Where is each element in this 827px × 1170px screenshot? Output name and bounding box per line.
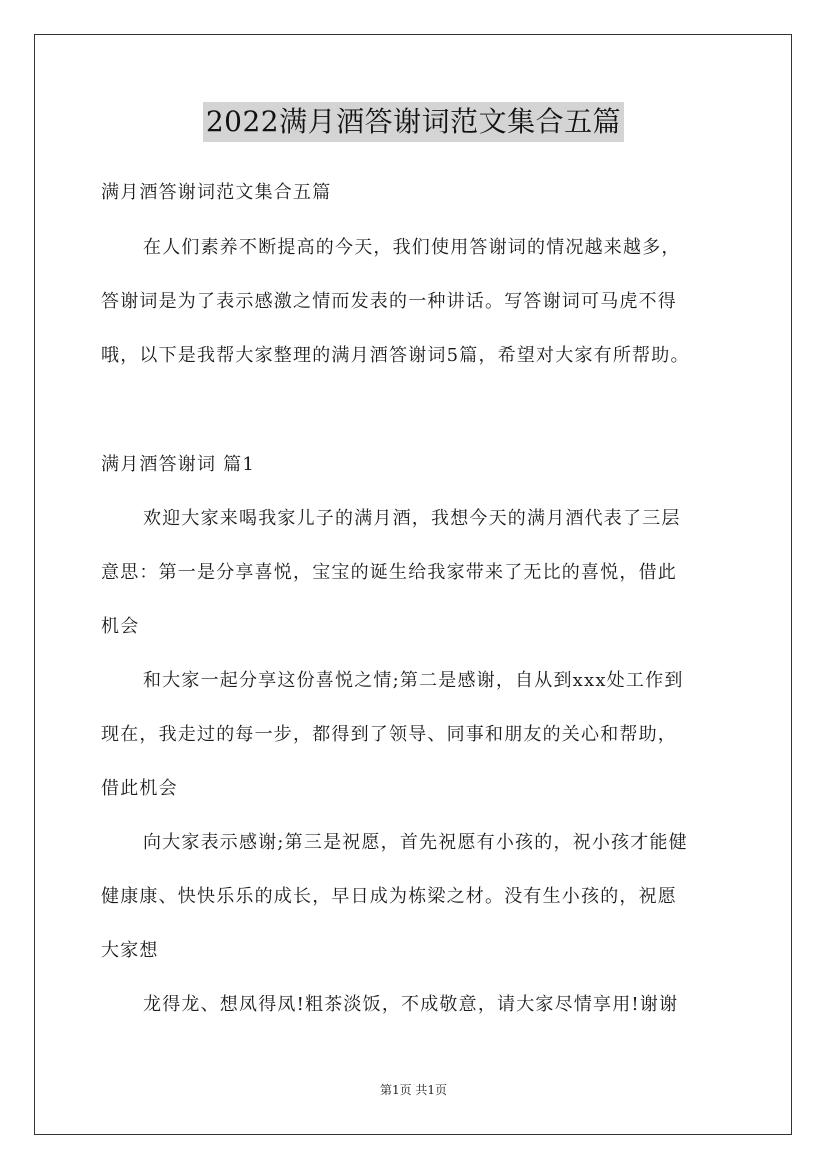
- paragraph-line: 在人们素养不断提高的今天，我们使用答谢词的情况越来越多，: [143, 237, 681, 258]
- paragraph-line: 现在，我走过的每一步，都得到了领导、同事和朋友的关心和帮助，: [101, 724, 677, 745]
- paragraph-line: 意思：第一是分享喜悦，宝宝的诞生给我家带来了无比的喜悦，借此: [101, 562, 677, 583]
- title-container: [0, 102, 827, 142]
- subtitle-line: 满月酒答谢词范文集合五篇: [101, 182, 332, 203]
- page-footer: 第1页 共1页: [379, 1083, 448, 1097]
- paragraph-line: 欢迎大家来喝我家儿子的满月酒，我想今天的满月酒代表了三层: [143, 508, 681, 529]
- paragraph-line: 机会: [101, 616, 140, 637]
- document-title: 2022满月酒答谢词范文集合五篇: [203, 102, 624, 142]
- paragraph-line: 和大家一起分享这份喜悦之情;第二是感谢，自从到xxx处工作到: [143, 670, 684, 691]
- paragraph-line: 龙得龙、想凤得凤!粗茶淡饭，不成敬意，请大家尽情享用!谢谢: [143, 994, 679, 1015]
- paragraph-line: 大家想: [101, 940, 159, 961]
- paragraph-line: 借此机会: [101, 778, 178, 799]
- paragraph-line: 向大家表示感谢;第三是祝愿，首先祝愿有小孩的，祝小孩才能健: [143, 832, 688, 853]
- section-heading: 满月酒答谢词 篇1: [101, 454, 255, 475]
- paragraph-line: 健康康、快快乐乐的成长，早日成为栋梁之材。没有生小孩的，祝愿: [101, 886, 677, 907]
- paragraph-line: 答谢词是为了表示感激之情而发表的一种讲话。写答谢词可马虎不得: [101, 291, 677, 312]
- paragraph-line: 哦，以下是我帮大家整理的满月酒答谢词5篇，希望对大家有所帮助。: [101, 345, 690, 366]
